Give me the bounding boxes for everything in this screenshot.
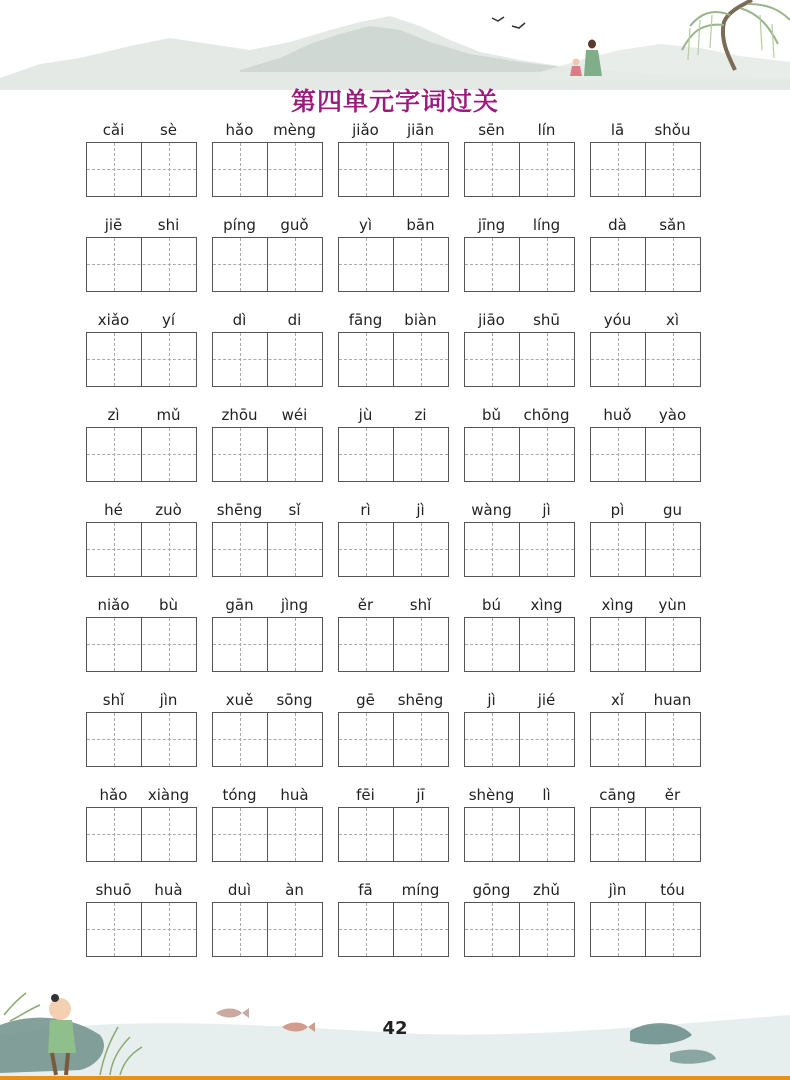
pinyin-syllable: yào <box>658 405 687 424</box>
tianzige-writing-box[interactable] <box>464 427 575 482</box>
pinyin-row <box>590 782 701 807</box>
word-row <box>86 497 716 592</box>
pinyin-syllable: bù <box>158 595 179 614</box>
pinyin-syllable: niǎo <box>97 595 130 614</box>
tianzige-writing-box[interactable] <box>338 522 449 577</box>
grid-guide-line <box>213 644 322 645</box>
pinyin-row <box>338 307 449 332</box>
pinyin-row <box>338 212 449 237</box>
word-item <box>86 782 197 877</box>
pinyin-row <box>86 307 197 332</box>
pinyin-syllable: hé <box>104 500 123 519</box>
word-row <box>86 117 716 212</box>
pinyin-syllable: jìng <box>280 595 309 614</box>
word-item <box>212 117 323 212</box>
pinyin-syllable: chōng <box>523 405 570 424</box>
pinyin-syllable: huǒ <box>603 405 632 424</box>
word-row <box>86 877 716 972</box>
grid-guide-line <box>591 644 700 645</box>
header-landscape-illustration <box>0 0 790 90</box>
pinyin-syllable: yì <box>358 215 373 234</box>
grid-guide-line <box>213 454 322 455</box>
pinyin-syllable: ěr <box>664 785 681 804</box>
tianzige-writing-box[interactable] <box>590 617 701 672</box>
grid-guide-line <box>213 834 322 835</box>
word-item <box>338 307 449 402</box>
grid-guide-line <box>339 454 448 455</box>
pinyin-syllable: bǔ <box>481 405 502 424</box>
grid-guide-line <box>465 834 574 835</box>
pinyin-syllable: yóu <box>603 310 632 329</box>
grid-guide-line <box>591 549 700 550</box>
word-item <box>464 212 575 307</box>
grid-guide-line <box>465 169 574 170</box>
word-row <box>86 687 716 782</box>
tianzige-writing-box[interactable] <box>338 902 449 957</box>
pinyin-row <box>464 687 575 712</box>
grid-guide-line <box>339 169 448 170</box>
tianzige-writing-box[interactable] <box>212 142 323 197</box>
pinyin-row <box>464 497 575 522</box>
pinyin-syllable: jī <box>416 785 425 804</box>
pinyin-syllable: ěr <box>357 595 374 614</box>
word-item <box>86 592 197 687</box>
grid-guide-line <box>87 549 196 550</box>
word-item <box>590 782 701 877</box>
word-item <box>590 497 701 592</box>
pinyin-row <box>590 307 701 332</box>
tianzige-writing-box[interactable] <box>86 712 197 767</box>
grid-guide-line <box>213 739 322 740</box>
pinyin-syllable: tóu <box>660 880 685 899</box>
tianzige-writing-box[interactable] <box>464 807 575 862</box>
word-row <box>86 307 716 402</box>
pinyin-syllable: xǐ <box>610 690 625 709</box>
tianzige-writing-box[interactable] <box>590 807 701 862</box>
pinyin-syllable: fēi <box>356 785 375 804</box>
pinyin-syllable: jiāo <box>478 310 505 329</box>
pinyin-syllable: jìn <box>159 690 178 709</box>
word-item <box>338 592 449 687</box>
pinyin-syllable: sōng <box>276 690 313 709</box>
grid-guide-line <box>591 739 700 740</box>
word-item <box>464 782 575 877</box>
tianzige-writing-box[interactable] <box>338 712 449 767</box>
pinyin-syllable: gē <box>356 690 375 709</box>
tianzige-writing-box[interactable] <box>590 902 701 957</box>
grid-guide-line <box>465 739 574 740</box>
pinyin-row <box>590 212 701 237</box>
grid-guide-line <box>87 454 196 455</box>
pinyin-syllable: jì <box>542 500 551 519</box>
word-item <box>212 592 323 687</box>
tianzige-writing-box[interactable] <box>212 712 323 767</box>
pinyin-row <box>338 117 449 142</box>
tianzige-writing-box[interactable] <box>212 237 323 292</box>
pinyin-syllable: xìng <box>530 595 563 614</box>
pinyin-syllable: xuě <box>225 690 254 709</box>
pinyin-syllable: dà <box>608 215 627 234</box>
word-item <box>338 212 449 307</box>
pinyin-row <box>590 402 701 427</box>
pinyin-syllable: yí <box>161 310 176 329</box>
pinyin-row <box>86 782 197 807</box>
pinyin-syllable: hǎo <box>225 120 254 139</box>
tianzige-writing-box[interactable] <box>590 427 701 482</box>
grid-guide-line <box>465 549 574 550</box>
pinyin-syllable: yùn <box>658 595 687 614</box>
word-row <box>86 592 716 687</box>
grid-guide-line <box>465 644 574 645</box>
word-item <box>338 687 449 782</box>
tianzige-writing-box[interactable] <box>338 142 449 197</box>
grid-guide-line <box>591 169 700 170</box>
grid-guide-line <box>591 264 700 265</box>
word-item <box>464 402 575 497</box>
pinyin-row <box>464 782 575 807</box>
word-item <box>590 877 701 972</box>
tianzige-writing-box[interactable] <box>464 332 575 387</box>
word-item <box>464 592 575 687</box>
grid-guide-line <box>87 359 196 360</box>
pinyin-syllable: shuō <box>95 880 132 899</box>
grid-guide-line <box>465 454 574 455</box>
pinyin-row <box>212 497 323 522</box>
word-item <box>338 117 449 212</box>
grid-guide-line <box>213 549 322 550</box>
word-item <box>86 117 197 212</box>
grid-guide-line <box>339 644 448 645</box>
word-item <box>338 782 449 877</box>
tianzige-writing-box[interactable] <box>464 142 575 197</box>
pinyin-syllable: guǒ <box>280 215 309 234</box>
word-item <box>86 307 197 402</box>
pinyin-syllable: pì <box>610 500 625 519</box>
tianzige-writing-box[interactable] <box>212 427 323 482</box>
word-item <box>212 212 323 307</box>
pinyin-syllable: jiān <box>406 120 435 139</box>
pinyin-row <box>590 592 701 617</box>
page-title: 第四单元字词过关 <box>290 87 499 116</box>
tianzige-writing-box[interactable] <box>464 902 575 957</box>
pinyin-syllable: huà <box>154 880 183 899</box>
tianzige-writing-box[interactable] <box>464 617 575 672</box>
grid-guide-line <box>591 359 700 360</box>
word-item <box>86 497 197 592</box>
pinyin-syllable: huà <box>280 785 309 804</box>
pinyin-row <box>212 117 323 142</box>
pinyin-syllable: zi <box>414 405 427 424</box>
tianzige-writing-box[interactable] <box>590 142 701 197</box>
pinyin-syllable: shēng <box>216 500 263 519</box>
pinyin-row <box>338 592 449 617</box>
pinyin-syllable: duì <box>227 880 252 899</box>
word-item <box>464 497 575 592</box>
pinyin-syllable: jù <box>358 405 373 424</box>
grid-guide-line <box>213 929 322 930</box>
pinyin-syllable: gōng <box>472 880 511 899</box>
pinyin-syllable: sēn <box>478 120 505 139</box>
pinyin-syllable: líng <box>532 215 561 234</box>
tianzige-writing-box[interactable] <box>590 332 701 387</box>
word-item <box>212 782 323 877</box>
pinyin-row <box>464 117 575 142</box>
pinyin-syllable: jiǎo <box>352 120 379 139</box>
word-item <box>464 877 575 972</box>
pinyin-row <box>338 402 449 427</box>
pinyin-syllable: jié <box>537 690 556 709</box>
pinyin-syllable: àn <box>285 880 304 899</box>
pinyin-row <box>212 402 323 427</box>
pinyin-syllable: fā <box>358 880 373 899</box>
pinyin-syllable: shū <box>533 310 560 329</box>
pinyin-row <box>338 782 449 807</box>
pinyin-row <box>590 687 701 712</box>
pinyin-syllable: shǐ <box>409 595 432 614</box>
tianzige-writing-box[interactable] <box>212 617 323 672</box>
page-number: 42 <box>382 1018 408 1039</box>
figure-adult-child-icon <box>570 40 602 77</box>
tianzige-writing-box[interactable] <box>86 617 197 672</box>
pinyin-syllable: gān <box>225 595 254 614</box>
pinyin-syllable: shēng <box>397 690 444 709</box>
pinyin-syllable: shǐ <box>102 690 125 709</box>
tianzige-writing-box[interactable] <box>86 902 197 957</box>
tianzige-writing-box[interactable] <box>212 807 323 862</box>
pinyin-row <box>464 592 575 617</box>
word-item <box>212 687 323 782</box>
pinyin-row <box>212 307 323 332</box>
word-item <box>590 117 701 212</box>
grid-guide-line <box>87 929 196 930</box>
word-item <box>338 877 449 972</box>
pinyin-row <box>338 497 449 522</box>
pinyin-syllable: shi <box>157 215 180 234</box>
pinyin-row <box>86 117 197 142</box>
pinyin-syllable: zuò <box>155 500 182 519</box>
swallow-birds-icon <box>492 17 525 28</box>
pinyin-syllable: píng <box>223 215 256 234</box>
grid-guide-line <box>339 359 448 360</box>
pinyin-syllable: sǎn <box>659 215 686 234</box>
pinyin-row <box>464 212 575 237</box>
pinyin-row <box>86 212 197 237</box>
pinyin-row <box>86 497 197 522</box>
pinyin-syllable: sè <box>159 120 178 139</box>
tianzige-writing-box[interactable] <box>212 332 323 387</box>
word-item <box>212 402 323 497</box>
word-item <box>590 212 701 307</box>
tianzige-writing-box[interactable] <box>86 332 197 387</box>
word-item <box>464 117 575 212</box>
tianzige-writing-box[interactable] <box>212 522 323 577</box>
pinyin-syllable: zì <box>107 405 120 424</box>
word-row <box>86 212 716 307</box>
word-row <box>86 402 716 497</box>
grid-guide-line <box>339 549 448 550</box>
pinyin-row <box>590 117 701 142</box>
grid-guide-line <box>87 739 196 740</box>
pinyin-syllable: xì <box>665 310 680 329</box>
grid-guide-line <box>87 169 196 170</box>
grid-guide-line <box>339 929 448 930</box>
word-item <box>86 402 197 497</box>
word-item <box>338 402 449 497</box>
pinyin-syllable: lā <box>610 120 625 139</box>
grid-guide-line <box>213 359 322 360</box>
pinyin-row <box>338 877 449 902</box>
tianzige-writing-box[interactable] <box>590 237 701 292</box>
tianzige-writing-box[interactable] <box>338 617 449 672</box>
pinyin-syllable: mǔ <box>156 405 181 424</box>
pinyin-syllable: cāng <box>599 785 636 804</box>
pinyin-syllable: míng <box>401 880 440 899</box>
grid-guide-line <box>339 739 448 740</box>
tianzige-writing-box[interactable] <box>86 142 197 197</box>
pinyin-syllable: bān <box>406 215 435 234</box>
word-item <box>338 497 449 592</box>
pinyin-syllable: xiǎo <box>97 310 130 329</box>
pinyin-row <box>464 307 575 332</box>
pinyin-row <box>212 782 323 807</box>
grid-guide-line <box>87 264 196 265</box>
tianzige-writing-box[interactable] <box>86 427 197 482</box>
pinyin-syllable: xìng <box>601 595 634 614</box>
tianzige-writing-box[interactable] <box>464 522 575 577</box>
grid-guide-line <box>591 454 700 455</box>
grid-guide-line <box>465 359 574 360</box>
grid-guide-line <box>339 834 448 835</box>
pinyin-row <box>464 877 575 902</box>
pinyin-row <box>338 687 449 712</box>
pinyin-syllable: tóng <box>222 785 257 804</box>
pinyin-syllable: biàn <box>404 310 437 329</box>
word-item <box>212 497 323 592</box>
tianzige-writing-box[interactable] <box>338 332 449 387</box>
tianzige-writing-box[interactable] <box>590 712 701 767</box>
pinyin-row <box>86 687 197 712</box>
word-item <box>86 687 197 782</box>
pinyin-syllable: zhǔ <box>533 880 560 899</box>
pinyin-syllable: jìn <box>608 880 627 899</box>
word-practice-grid <box>86 117 716 972</box>
pinyin-syllable: lín <box>537 120 556 139</box>
pinyin-syllable: xiàng <box>147 785 190 804</box>
tianzige-writing-box[interactable] <box>212 902 323 957</box>
pinyin-syllable: jì <box>416 500 425 519</box>
pinyin-row <box>590 877 701 902</box>
grid-guide-line <box>87 834 196 835</box>
tianzige-writing-box[interactable] <box>338 237 449 292</box>
pinyin-syllable: shǒu <box>654 120 691 139</box>
pinyin-row <box>590 497 701 522</box>
grid-guide-line <box>213 169 322 170</box>
tianzige-writing-box[interactable] <box>464 237 575 292</box>
grid-guide-line <box>339 264 448 265</box>
pinyin-syllable: jīng <box>477 215 506 234</box>
word-item <box>590 687 701 782</box>
pinyin-syllable: cǎi <box>102 120 125 139</box>
word-item <box>212 307 323 402</box>
grid-guide-line <box>591 834 700 835</box>
word-item <box>464 687 575 782</box>
tianzige-writing-box[interactable] <box>86 807 197 862</box>
word-row <box>86 782 716 877</box>
pinyin-row <box>212 687 323 712</box>
pinyin-row <box>86 592 197 617</box>
pinyin-syllable: wéi <box>281 405 308 424</box>
grid-guide-line <box>213 264 322 265</box>
pinyin-syllable: sǐ <box>288 500 301 519</box>
pinyin-syllable: hǎo <box>99 785 128 804</box>
tianzige-writing-box[interactable] <box>86 522 197 577</box>
pinyin-syllable: lì <box>542 785 551 804</box>
tianzige-writing-box[interactable] <box>590 522 701 577</box>
pinyin-syllable: rì <box>360 500 371 519</box>
bottom-color-band <box>0 1076 790 1080</box>
pinyin-syllable: shèng <box>468 785 515 804</box>
pinyin-syllable: zhōu <box>221 405 258 424</box>
word-item <box>86 212 197 307</box>
pinyin-row <box>212 592 323 617</box>
pinyin-row <box>86 877 197 902</box>
grid-guide-line <box>465 929 574 930</box>
word-item <box>464 307 575 402</box>
pinyin-syllable: huan <box>653 690 692 709</box>
tianzige-writing-box[interactable] <box>464 712 575 767</box>
pinyin-syllable: di <box>287 310 302 329</box>
pinyin-row <box>212 877 323 902</box>
word-item <box>590 402 701 497</box>
word-item <box>590 592 701 687</box>
word-item <box>590 307 701 402</box>
pinyin-syllable: jì <box>487 690 496 709</box>
tianzige-writing-box[interactable] <box>86 237 197 292</box>
tianzige-writing-box[interactable] <box>338 427 449 482</box>
pinyin-row <box>464 402 575 427</box>
pinyin-row <box>212 212 323 237</box>
pinyin-syllable: gu <box>662 500 683 519</box>
word-item <box>212 877 323 972</box>
pinyin-syllable: wàng <box>471 500 512 519</box>
pinyin-syllable: mèng <box>273 120 316 139</box>
pinyin-row <box>86 402 197 427</box>
grid-guide-line <box>87 644 196 645</box>
tianzige-writing-box[interactable] <box>338 807 449 862</box>
grid-guide-line <box>465 264 574 265</box>
pinyin-syllable: jiē <box>104 215 123 234</box>
grid-guide-line <box>591 929 700 930</box>
pinyin-syllable: fāng <box>348 310 383 329</box>
pinyin-syllable: bú <box>481 595 502 614</box>
pinyin-syllable: dì <box>232 310 247 329</box>
word-item <box>86 877 197 972</box>
